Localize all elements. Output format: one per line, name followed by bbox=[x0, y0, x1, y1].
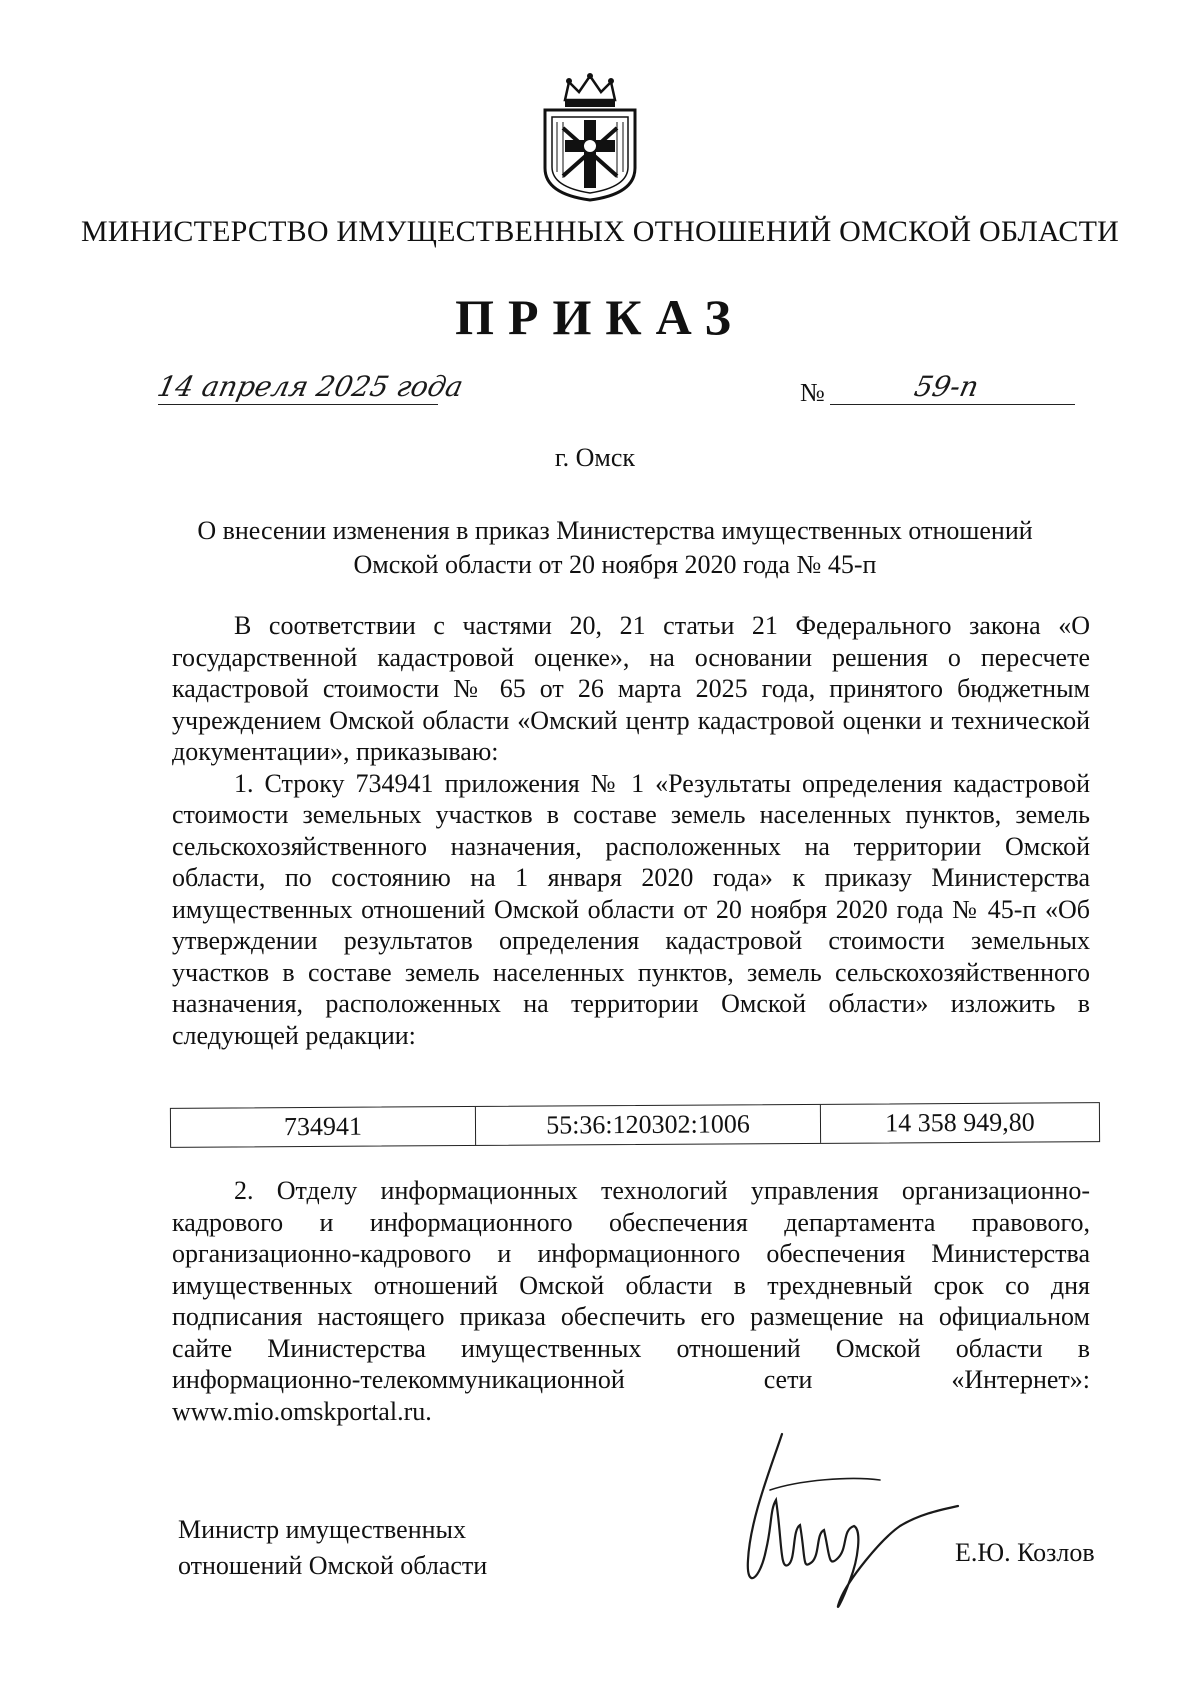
signatory-title bbox=[178, 1512, 487, 1584]
table-cell-cadastral-value: 14 358 949,80 bbox=[885, 1107, 1035, 1138]
signatory-title-line-1: Министр имущественных bbox=[178, 1515, 467, 1544]
preamble-paragraph: В соответствии с частями 20, 21 статьи 21 Федерального закона «О государственной кадастровой оценке», на основании решения о пересчете кадастровой стоимости № 65 от 26 марта 2025 года, принятого бюджетным учреждением Омской области «Омский центр кадастровой оценки и технической документации», приказываю: bbox=[172, 611, 1090, 766]
number-underline bbox=[830, 404, 1075, 405]
coat-of-arms-icon bbox=[535, 72, 645, 204]
table-cell-cadastral-number: 55:36:120302:1006 bbox=[476, 1105, 821, 1145]
table-cell-row-number: 734941 bbox=[171, 1107, 476, 1147]
handwritten-signature-icon bbox=[730, 1430, 960, 1620]
item-2-paragraph: 2. Отделу информационных технологий управления организационно-кадрового и информационного обеспечения департамента правового, организационно-кадрового и информационного обеспечения Министерства имущественных отношений Омской области в трехдневный срок со дня подписания настоящего приказа обеспечить его размещение на официальном сайте Министерства имущественных отношений Омской области в информационно-телекоммуникационной сети «Интернет»: www.mio.omskportal.ru. bbox=[172, 1176, 1090, 1426]
subject-line-1: О внесении изменения в приказ Министерства имущественных отношений bbox=[197, 516, 1033, 545]
order-subject bbox=[150, 514, 1080, 582]
cadastral-table-row bbox=[170, 1102, 1100, 1148]
document-title: ПРИКАЗ bbox=[455, 289, 745, 345]
ministry-name: МИНИСТЕРСТВО ИМУЩЕСТВЕННЫХ ОТНОШЕНИЙ ОМСКОЙ ОБЛАСТИ bbox=[80, 215, 1120, 248]
body-section-1 bbox=[172, 610, 1090, 1051]
city: г. Омск bbox=[554, 443, 636, 472]
signatory-title-line-2: отношений Омской области bbox=[178, 1551, 488, 1580]
number-sign: № bbox=[800, 378, 825, 407]
item-1-paragraph: 1. Строку 734941 приложения № 1 «Результаты определения кадастровой стоимости земельных участков в составе земель населенных пунктов, земель сельскохозяйственного назначения, расположенных на территории Омской области, по состоянию на 1 января 2020 года» к приказу Министерства имущественных отношений Омской области от 20 ноября 2020 года № 45-п «Об утверждении результатов определения кадастровой стоимости земельных участков в составе земель населенных пунктов, земель сельскохозяйственного назначения, расположенных на территории Омской области» изложить в следующей редакции: bbox=[172, 768, 1090, 1050]
signatory-name: Е.Ю. Козлов bbox=[955, 1538, 1095, 1567]
date-underline bbox=[158, 404, 438, 405]
order-date: 14 апреля 2025 года bbox=[154, 370, 467, 403]
subject-line-2: Омской области от 20 ноября 2020 года № 45-п bbox=[353, 550, 877, 579]
order-number: 59-п bbox=[911, 370, 982, 403]
body-section-2 bbox=[172, 1175, 1090, 1427]
